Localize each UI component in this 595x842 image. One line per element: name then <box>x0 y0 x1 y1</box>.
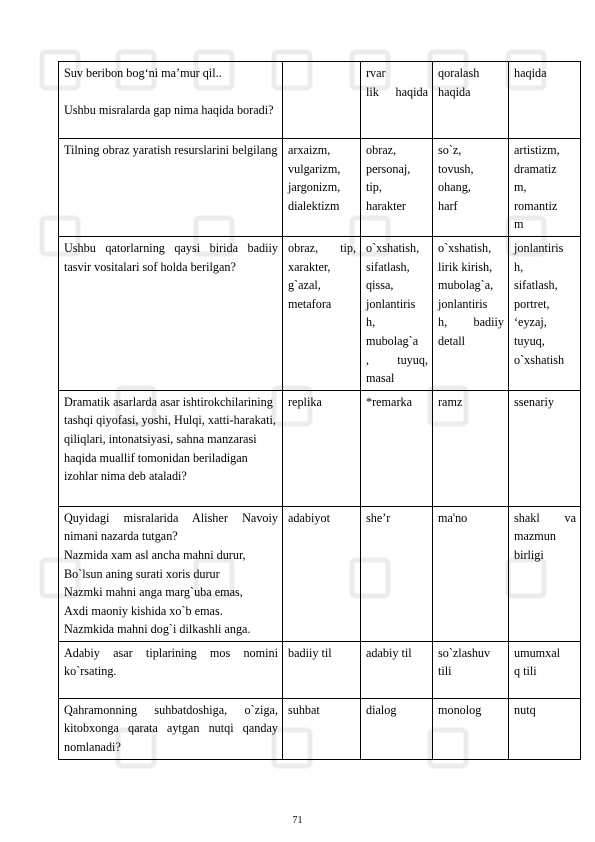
option-line: mubolag`a, <box>438 278 494 293</box>
option-line: portret, <box>514 296 550 311</box>
option-line: ramz <box>438 394 463 409</box>
answer-option-d <box>509 139 581 237</box>
option-line: *remarka <box>366 394 413 409</box>
question-cell <box>59 641 283 698</box>
option-line: badiiy til <box>288 645 332 660</box>
answer-option-d <box>509 390 581 506</box>
option-line: nutq <box>514 702 536 717</box>
option-line: adabiyot <box>288 510 330 525</box>
answer-option-a <box>283 139 361 237</box>
option-line: umumxal <box>514 645 561 660</box>
option-line: vulgarizm, <box>288 161 341 176</box>
answer-option-a <box>283 62 361 139</box>
option-line: qoralash <box>438 66 480 80</box>
option-line: shakl va <box>514 510 576 525</box>
test-questions-table <box>58 61 581 760</box>
table-row <box>59 506 581 641</box>
answer-option-c <box>433 506 509 641</box>
question-cell <box>59 698 283 759</box>
option-line: masal <box>366 371 395 386</box>
answer-option-d <box>509 62 581 139</box>
option-line: so`z, <box>438 143 462 157</box>
table-row <box>59 62 581 139</box>
option-line: mazmun <box>514 529 556 544</box>
answer-option-a <box>283 641 361 698</box>
table-row <box>59 390 581 506</box>
option-line: mubolag`a <box>366 333 419 348</box>
answer-option-b <box>361 641 433 698</box>
table-row <box>59 698 581 759</box>
option-line: dialog <box>366 702 397 717</box>
question-cell <box>59 390 283 506</box>
option-line: g`azal, <box>288 278 321 293</box>
answer-option-c <box>433 236 509 390</box>
option-line: lirik kirish, <box>438 259 493 274</box>
question-text: Ushbu qatorlarning qaysi birida badiiy tasvir vositalari sof holda berilgan? <box>64 240 278 274</box>
question-text: Adabiy asar tiplarining mos nomini ko`rsating. <box>64 645 278 679</box>
option-line: metafora <box>288 296 332 311</box>
question-text: Quyidagi misralarida Alisher Navoiy nimani nazarda tutgan? <box>64 510 278 544</box>
option-line: o`xshatish <box>514 352 565 367</box>
question-cell <box>59 236 283 390</box>
option-line: she’r <box>366 510 391 525</box>
question-text <box>64 83 278 102</box>
option-line: ssenariy <box>514 394 554 409</box>
answer-option-a <box>283 698 361 759</box>
answer-option-b <box>361 698 433 759</box>
option-line: haqida <box>438 84 471 99</box>
option-line: qissa, <box>366 278 394 293</box>
table-row <box>59 236 581 390</box>
answer-option-c <box>433 62 509 139</box>
question-text: Axdi maoniy kishida xo`b emas. <box>64 603 223 618</box>
question-cell <box>59 139 283 237</box>
answer-option-c <box>433 390 509 506</box>
answer-option-d <box>509 236 581 390</box>
option-line: haqida <box>514 66 547 80</box>
option-line: arxaizm, <box>288 143 331 157</box>
question-text: Suv beribon bog‘ni ma’mur qil.. <box>64 66 222 80</box>
option-line: ‘eyzaj, <box>514 315 547 330</box>
option-line: , tuyuq, <box>366 352 428 367</box>
answer-option-b <box>361 139 433 237</box>
option-line: romantiz <box>514 198 558 213</box>
question-text: Qahramonning suhbatdoshiga, o`ziga, kitobxonga qarata aytgan nutqi qanday nomlanadi? <box>64 702 278 755</box>
question-cell <box>59 506 283 641</box>
question-cell <box>59 62 283 139</box>
option-line: dramatiz <box>514 161 557 176</box>
option-line: jonlantiris <box>438 296 488 311</box>
option-line: obraz, <box>366 143 397 157</box>
answer-option-b <box>361 236 433 390</box>
answer-option-d <box>509 641 581 698</box>
option-line: detall <box>438 333 466 348</box>
answer-option-c <box>433 641 509 698</box>
answer-option-b <box>361 390 433 506</box>
option-line: so`zlashuv <box>438 645 491 660</box>
question-text: Dramatik asarlarda asar ishtirokchilarining tashqi qiyofasi, yoshi, Hulqi, xatti-harakati, qiliqlari, intonatsiyasi, sahna manzarasi haqida muallif tomonidan beriladigan izohlar nima deb ataladi? <box>64 394 276 484</box>
option-line: jargonizm, <box>288 180 341 195</box>
question-text: Nazmida xam asl ancha mahni durur, <box>64 547 246 562</box>
option-line: sifatlash, <box>366 259 410 274</box>
option-line: ma'no <box>438 510 468 525</box>
option-line: jonlantiris <box>514 240 564 255</box>
answer-option-d <box>509 698 581 759</box>
answer-option-c <box>433 698 509 759</box>
answer-option-b <box>361 506 433 641</box>
option-line: m <box>514 217 524 232</box>
table-body <box>59 62 581 760</box>
answer-option-a <box>283 390 361 506</box>
option-line: replika <box>288 394 322 409</box>
option-line: artistizm, <box>514 143 560 157</box>
option-line: harakter <box>366 198 406 213</box>
option-line: jonlantiris <box>366 296 416 311</box>
option-line: lik haqida <box>366 84 428 99</box>
question-text: Bo`lsun aning surati xoris durur <box>64 566 220 581</box>
option-line: tovush, <box>438 161 474 176</box>
answer-option-c <box>433 139 509 237</box>
option-line: tuyuq, <box>514 333 545 348</box>
option-line: h, <box>366 315 376 330</box>
option-line: m, <box>514 180 527 195</box>
option-line: obraz, tip, <box>288 240 356 255</box>
question-text: Nazmki mahni anga marg`uba emas, <box>64 585 243 600</box>
option-line: personaj, <box>366 161 411 176</box>
option-line: tili <box>438 664 452 679</box>
answer-option-b <box>361 62 433 139</box>
answer-option-d <box>509 506 581 641</box>
option-line: h, badiiy <box>438 315 504 330</box>
option-line: h, <box>514 259 524 274</box>
option-line: adabiy til <box>366 645 412 660</box>
option-line: o`xshatish, <box>366 240 420 255</box>
page-number: 71 <box>292 815 303 826</box>
option-line: dialektizm <box>288 198 340 213</box>
option-line: suhbat <box>288 702 320 717</box>
option-line: birligi <box>514 547 544 562</box>
option-line: monolog <box>438 702 482 717</box>
option-line: tip, <box>366 180 382 195</box>
option-line: q tili <box>514 664 537 679</box>
option-line: harf <box>438 198 458 213</box>
answer-option-a <box>283 236 361 390</box>
question-text: Ushbu misralarda gap nima haqida boradi? <box>64 103 274 118</box>
answer-option-a <box>283 506 361 641</box>
question-text: Tilning obraz yaratish resurslarini belgilang <box>64 143 278 157</box>
option-line: sifatlash, <box>514 278 558 293</box>
option-line: rvar <box>366 66 386 80</box>
option-line: xarakter, <box>288 259 331 274</box>
option-line: ohang, <box>438 180 471 195</box>
option-line: o`xshatish, <box>438 240 492 255</box>
question-text: Nazmkida mahni dog`i dilkashli anga. <box>64 622 251 637</box>
table-row <box>59 641 581 698</box>
table-row <box>59 139 581 237</box>
